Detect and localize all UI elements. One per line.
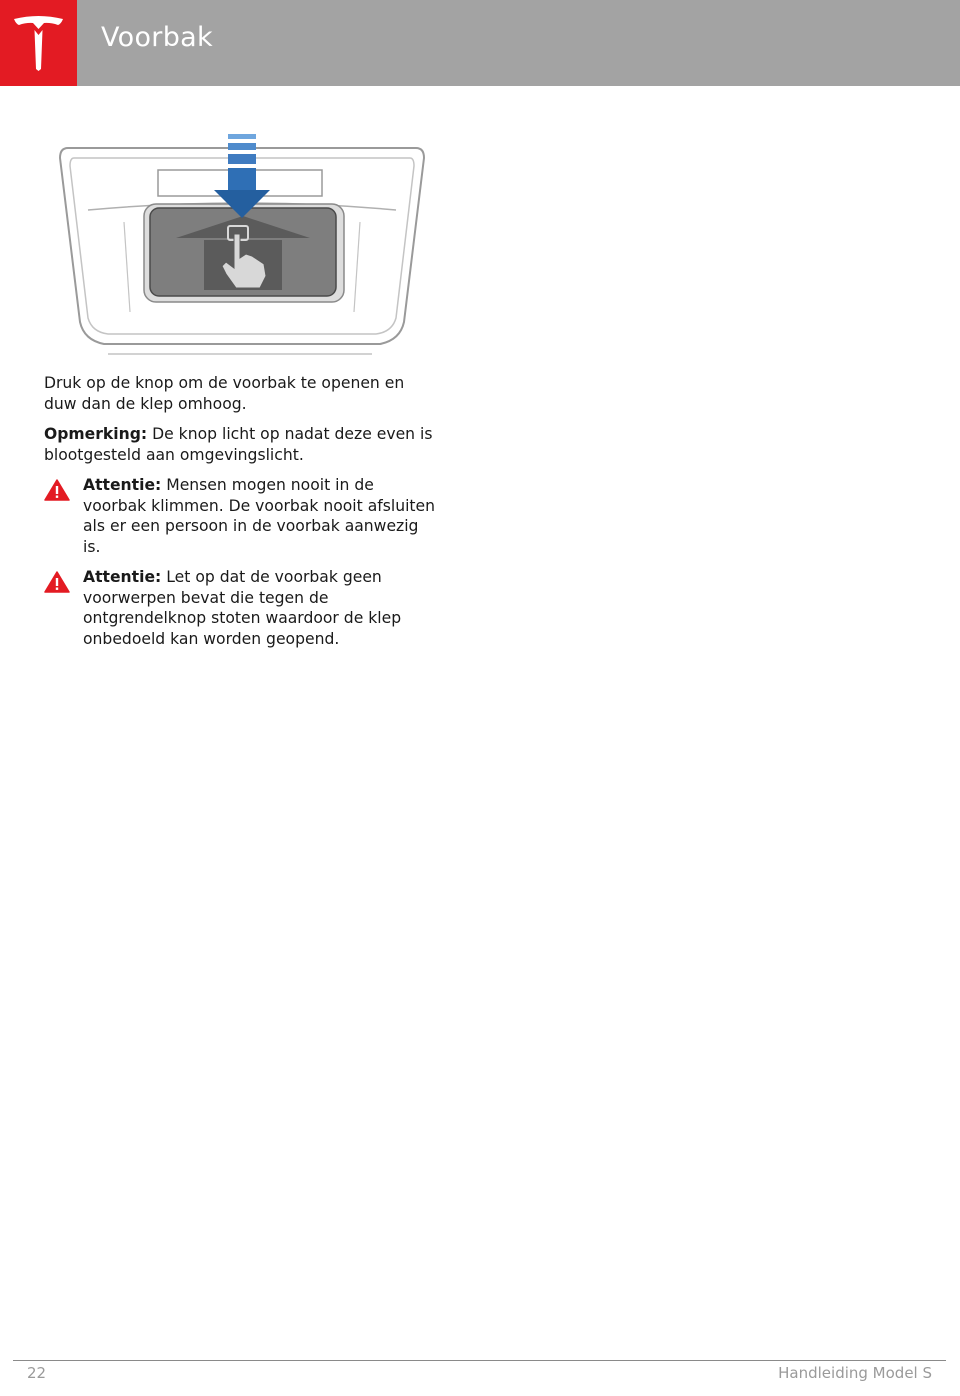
document-title: Handleiding Model S bbox=[778, 1364, 932, 1382]
content bbox=[44, 373, 440, 659]
warning-2 bbox=[44, 567, 440, 649]
warning-2-text: Let op dat de voorbak geen voorwerpen bevat die tegen de ontgrendelknop stoten waardoor de klep onbedoeld kan worden geopend. bbox=[83, 568, 402, 648]
page-number: 22 bbox=[27, 1364, 47, 1382]
footer-divider bbox=[13, 1360, 946, 1361]
warning-triangle-icon bbox=[44, 571, 70, 593]
note-label: Opmerking: bbox=[44, 425, 148, 443]
instruction-text: Druk op de knop om de voorbak te openen en duw dan de klep omhoog. bbox=[44, 374, 405, 413]
warning-1-text: Mensen mogen nooit in de voorbak klimmen. De voorbak nooit afsluiten als er een persoon in de voorbak aanwezig is. bbox=[83, 476, 436, 556]
page-title: Voorbak bbox=[101, 22, 213, 53]
note bbox=[44, 424, 440, 465]
frunk-release-button-press-icon bbox=[50, 126, 434, 362]
warning-1 bbox=[44, 475, 440, 557]
warning-triangle-icon bbox=[44, 479, 70, 501]
page-header bbox=[0, 0, 960, 86]
note-text: De knop licht op nadat deze even is blootgesteld aan omgevingslicht. bbox=[44, 425, 433, 464]
brand-logo bbox=[0, 0, 77, 86]
warning-1-label: Attentie: bbox=[83, 476, 162, 494]
tesla-logo-icon bbox=[13, 15, 64, 71]
warning-2-label: Attentie: bbox=[83, 568, 162, 586]
